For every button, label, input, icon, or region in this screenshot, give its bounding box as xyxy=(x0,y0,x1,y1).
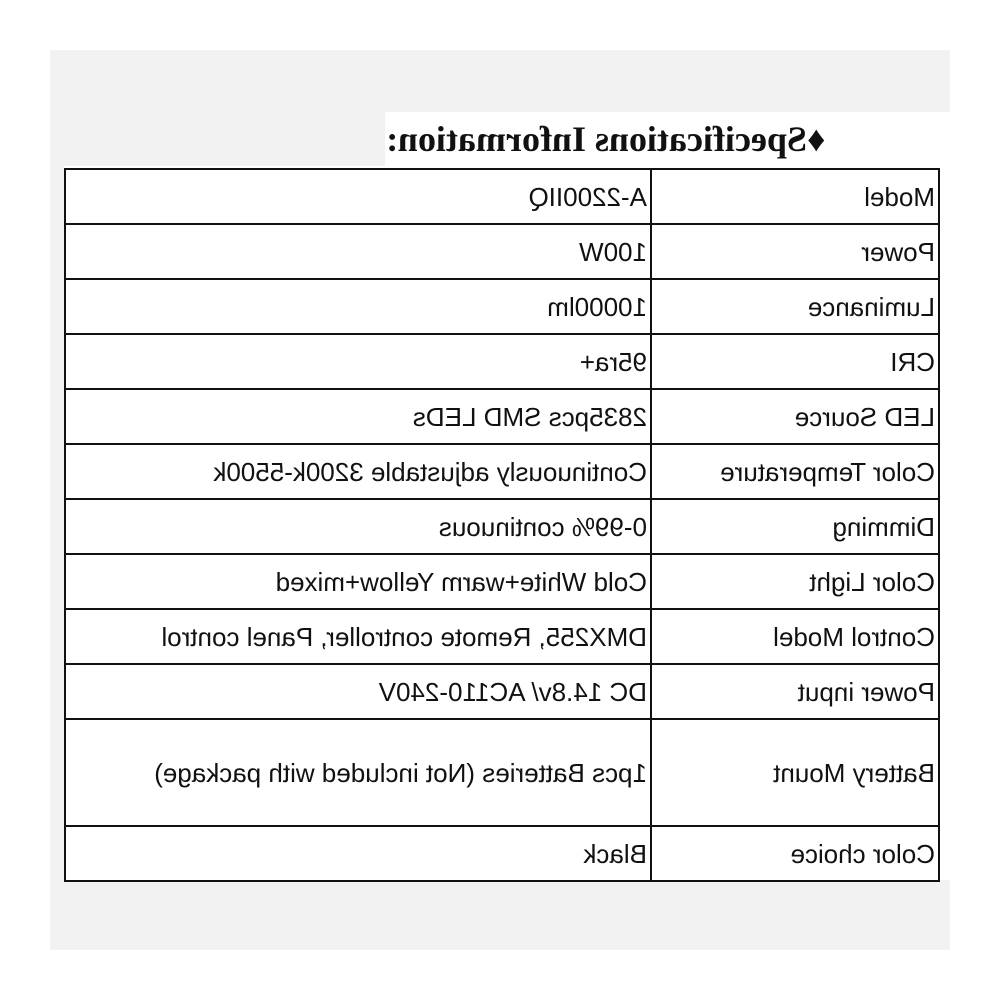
specifications-table xyxy=(64,168,940,882)
table-row xyxy=(65,609,939,664)
table-row xyxy=(65,224,939,279)
table-row xyxy=(65,444,939,499)
table-row xyxy=(65,389,939,444)
spec-value-power-input: DC 14.8v/ AC110-240V xyxy=(65,664,651,719)
table-row xyxy=(65,826,939,881)
table-row xyxy=(65,169,939,224)
spec-value-color-light: Cold White+warm Yellow+mixed xyxy=(65,554,651,609)
table-row xyxy=(65,554,939,609)
spec-value-model: A-2200IIQ xyxy=(65,169,651,224)
table-row xyxy=(65,719,939,826)
table-row xyxy=(65,279,939,334)
spec-value-color-choice: Black xyxy=(65,826,651,881)
spec-value-cri: 95ra+ xyxy=(65,334,651,389)
spec-label-luminance: Luminance xyxy=(651,279,939,334)
spec-value-color-temperature: Continuously adjustable 3200k-5500k xyxy=(65,444,651,499)
spec-label-color-choice: Color choice xyxy=(651,826,939,881)
section-title: ♦Specifications Information: xyxy=(386,119,826,159)
table-row xyxy=(65,499,939,554)
spec-value-luminance: 10000lm xyxy=(65,279,651,334)
spec-value-battery-mount: 1pcs Batteries (Not included with package) xyxy=(65,719,651,826)
table-row xyxy=(65,664,939,719)
spec-label-color-light: Color Light xyxy=(651,554,939,609)
spec-value-control-model: DMX255, Remote controller, Panel control xyxy=(65,609,651,664)
spec-label-led-source: LED Source xyxy=(651,389,939,444)
spec-label-model: Model xyxy=(651,169,939,224)
spec-label-power: Power xyxy=(651,224,939,279)
table-row xyxy=(65,334,939,389)
spec-label-color-temperature: Color Temperature xyxy=(651,444,939,499)
spec-label-control-model: Control Model xyxy=(651,609,939,664)
spec-label-dimming: Dimming xyxy=(651,499,939,554)
spec-label-cri: CRI xyxy=(651,334,939,389)
spec-label-power-input: Power input xyxy=(651,664,939,719)
spec-value-power: 100W xyxy=(65,224,651,279)
spec-value-dimming: 0-99% continuous xyxy=(65,499,651,554)
spec-label-battery-mount: Battery Mount xyxy=(651,719,939,826)
spec-value-led-source: 2835pcs SMD LEDs xyxy=(65,389,651,444)
